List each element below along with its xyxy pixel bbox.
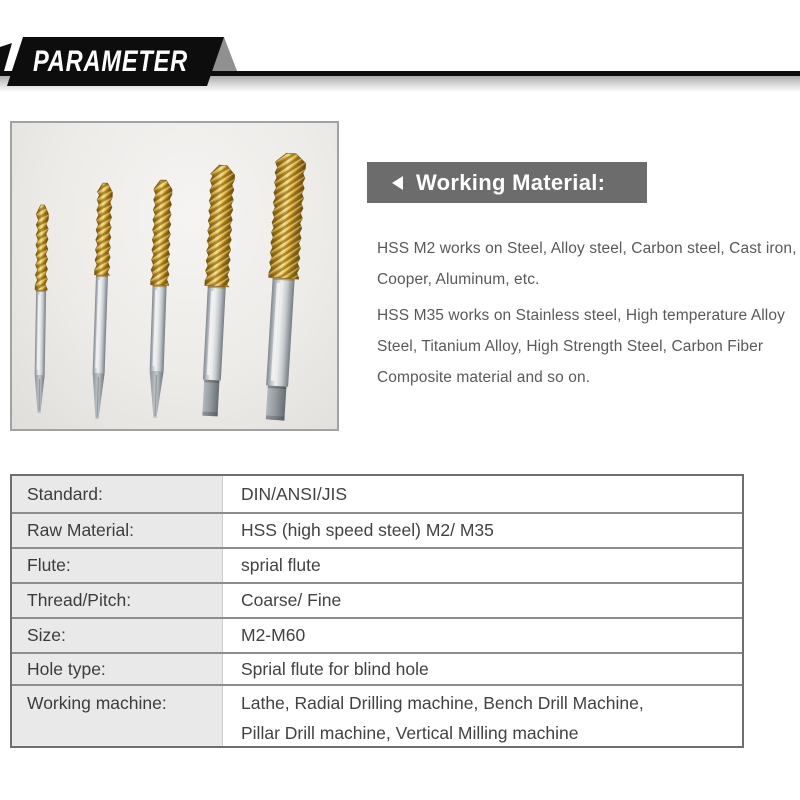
spec-value-line: Pillar Drill machine, Vertical Milling machine	[241, 723, 579, 743]
spec-value: M2-M60	[222, 619, 742, 652]
spec-label: Working machine:	[12, 686, 222, 746]
parameter-banner	[0, 0, 800, 100]
spec-value-line: Lathe, Radial Drilling machine, Bench Drill Machine,	[241, 693, 644, 713]
left-triangle-icon	[392, 176, 403, 190]
spec-row-raw-material	[12, 512, 742, 547]
tap-2	[87, 171, 117, 419]
spec-label: Hole type:	[12, 654, 222, 684]
spec-row-hole-type	[12, 652, 742, 684]
working-material-title: Working Material:	[416, 169, 606, 195]
banner-left-sliver	[0, 43, 12, 71]
tap-1	[30, 196, 52, 413]
spec-label: Size:	[12, 619, 222, 652]
spec-value: DIN/ANSI/JIS	[222, 476, 742, 512]
spec-row-standard	[12, 476, 742, 512]
banner-title: PARAMETER	[33, 45, 188, 78]
paragraph-line: HSS M2 works on Steel, Alloy steel, Carbon steel, Cast iron,	[377, 240, 797, 257]
spec-label: Thread/Pitch:	[12, 584, 222, 617]
spec-label: Raw Material:	[12, 514, 222, 547]
hss-m35-paragraph	[377, 300, 800, 393]
five-spiral-flute-taps-illustration	[12, 123, 337, 429]
spec-value: sprial flute	[222, 549, 742, 582]
spec-label: Standard:	[12, 476, 222, 512]
paragraph-line: HSS M35 works on Stainless steel, High temperature Alloy	[377, 307, 785, 324]
spec-row-working-machine	[12, 684, 742, 746]
tap-5	[257, 127, 311, 421]
paragraph-line: Cooper, Aluminum, etc.	[377, 271, 540, 288]
spec-row-flute	[12, 547, 742, 582]
tap-4	[195, 145, 239, 417]
spec-value	[222, 686, 742, 746]
paragraph-line: Steel, Titanium Alloy, High Strength Steel, Carbon Fiber	[377, 338, 764, 355]
spec-value: Sprial flute for blind hole	[222, 654, 742, 684]
spec-row-size	[12, 617, 742, 652]
product-photo	[10, 121, 339, 431]
spec-row-thread-pitch	[12, 582, 742, 617]
spec-value: HSS (high speed steel) M2/ M35	[222, 514, 742, 547]
spec-label: Flute:	[12, 549, 222, 582]
paragraph-line: Composite material and so on.	[377, 369, 591, 386]
working-material-header	[367, 162, 647, 203]
spec-table	[10, 474, 744, 748]
hss-m2-paragraph	[377, 233, 800, 295]
tap-3	[143, 166, 176, 419]
working-material-body	[377, 233, 800, 398]
spec-value: Coarse/ Fine	[222, 584, 742, 617]
